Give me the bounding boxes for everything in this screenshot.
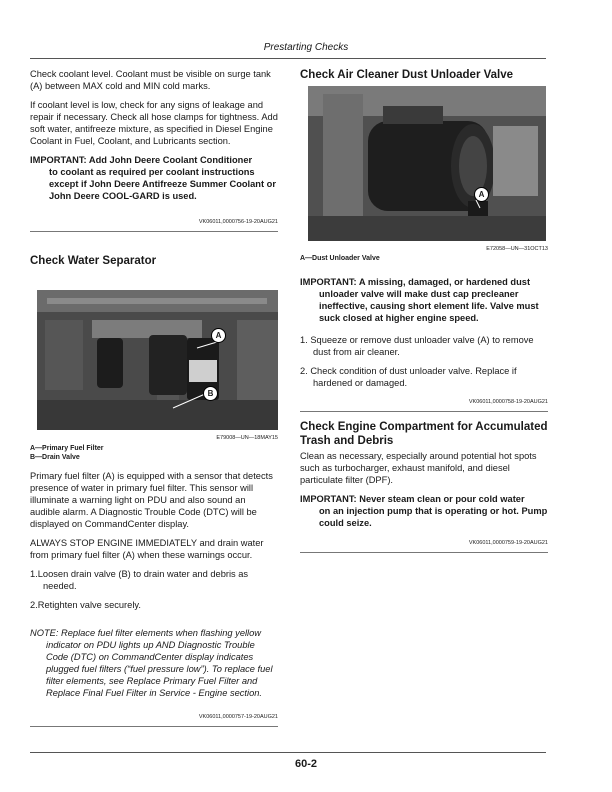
- dust-valve-body: [300, 243, 548, 412]
- section-rule: [30, 231, 278, 232]
- water-separator-body: [30, 432, 278, 727]
- important-first-line: Add John Deere Coolant Conditioner: [88, 155, 253, 165]
- dust-valve-steps: [300, 334, 548, 389]
- coolant-section: [30, 68, 278, 232]
- section-heading: Check Water Separator: [30, 255, 157, 267]
- running-header: Prestarting Checks: [263, 42, 349, 53]
- important-rest: unloader valve will make dust cap precleaner ineffective, causing short element life. Valve must suck closed at higher engine speed.: [319, 288, 539, 323]
- callout-a: A: [474, 187, 489, 202]
- legend-primary-fuel-filter: A—Primary Fuel Filter: [30, 445, 104, 452]
- water-separator-paragraph-1: Primary fuel filter (A) is equipped with a sensor that detects presence of water in primary fuel filter. This sensor will illuminate a warning light on PDU and also sound an audible alarm. A Diagnostic Trouble Code (DTC) will be displayed on CommandCenter display.: [30, 471, 273, 529]
- section-rule: [300, 552, 548, 553]
- legend-drain-valve: B—Drain Valve: [30, 453, 80, 461]
- coolant-paragraph-1: Check coolant level. Coolant must be visible on surge tank (A) between MAX cold and MIN cold marks.: [30, 69, 271, 91]
- air-cleaner-photo: [308, 86, 546, 241]
- callout-a: A: [211, 328, 226, 343]
- list-item: 1. Squeeze or remove dust unloader valve (A) to remove dust from air cleaner.: [300, 334, 534, 357]
- note-lead: NOTE:: [30, 628, 59, 638]
- drain-steps: [30, 568, 278, 611]
- reference-code: VK06011,0000757-19-20AUG21: [198, 714, 278, 720]
- callout-lines: [308, 86, 546, 241]
- water-separator-paragraph-2: ALWAYS STOP ENGINE IMMEDIATELY and drain water from primary fuel filter (A) when these warnings occur.: [30, 538, 264, 560]
- figure-id: E79008—UN—18MAY15: [216, 435, 278, 441]
- important-lead: IMPORTANT:: [300, 276, 357, 287]
- reference-code: VK06011,0000759-19-20AUG21: [468, 540, 548, 546]
- engine-compartment-paragraph: Clean as necessary, especially around potential hot spots such as turbocharger, exhaust manifold, and diesel particulate filter (DPF).: [300, 451, 537, 485]
- engine-compartment-section: [300, 420, 548, 553]
- engine-compartment-important: [300, 493, 548, 529]
- list-item: 2.Retighten valve securely.: [30, 600, 141, 610]
- dust-valve-important: [300, 276, 548, 324]
- list-item: 2. Check condition of dust unloader valve. Replace if hardened or damaged.: [300, 365, 517, 388]
- fuel-filter-photo: [37, 290, 278, 430]
- header-rule: [30, 58, 546, 59]
- note-first-line: Replace fuel filter elements when flashing yellow: [61, 628, 262, 638]
- page-number: 60-2: [294, 758, 318, 770]
- note-rest: indicator on PDU lights up AND Diagnostic Trouble Code (DTC) on CommandCenter display indicates plugged fuel filters (“fuel pressure low”). To replace fuel filter elements, see Replace Primary Fuel Filter and Replace Final Fuel Filter in Service - Engine section.: [46, 640, 273, 698]
- reference-code: VK06011,0000758-19-20AUG21: [468, 398, 548, 405]
- footer-rule: [30, 752, 546, 753]
- section-rule: [300, 411, 548, 412]
- callout-lines: [37, 290, 278, 430]
- important-lead: IMPORTANT:: [300, 494, 357, 504]
- legend-dust-unloader-valve: A—Dust Unloader Valve: [300, 255, 380, 262]
- important-rest: to coolant as required per coolant instructions except if John Deere Antifreeze Summer Coolant or John Deere COOL-GARD is used.: [49, 167, 276, 201]
- section-rule: [30, 726, 278, 727]
- figure-id: E72058—UN—31OCT13: [486, 246, 548, 252]
- water-separator-section: [30, 254, 278, 268]
- callout-b: B: [203, 386, 218, 401]
- reference-code: VK06011,0000756-19-20AUG21: [198, 219, 278, 225]
- fuel-filter-note: [30, 627, 278, 699]
- section-heading: Check Engine Compartment for Accumulated Trash and Debris: [300, 421, 548, 447]
- list-item: 1.Loosen drain valve (B) to drain water and debris as needed.: [30, 569, 249, 591]
- coolant-paragraph-2: If coolant level is low, check for any signs of leakage and repair if necessary. Check all hose clamps for tightness. Add soft water, antifreeze mixture, as specified in Diesel Engine Coolant in Fuel, Coolant, and Lubricants section.: [30, 100, 278, 146]
- section-heading: Check Air Cleaner Dust Unloader Valve: [300, 69, 514, 81]
- important-lead: IMPORTANT:: [30, 155, 87, 165]
- important-rest: on an injection pump that is operating or hot. Pump could seize.: [319, 506, 548, 528]
- important-first-line: A missing, damaged, or hardened dust: [358, 276, 531, 287]
- coolant-important: [30, 154, 278, 202]
- dust-valve-section: [300, 68, 548, 82]
- important-first-line: Never steam clean or pour cold water: [359, 494, 525, 504]
